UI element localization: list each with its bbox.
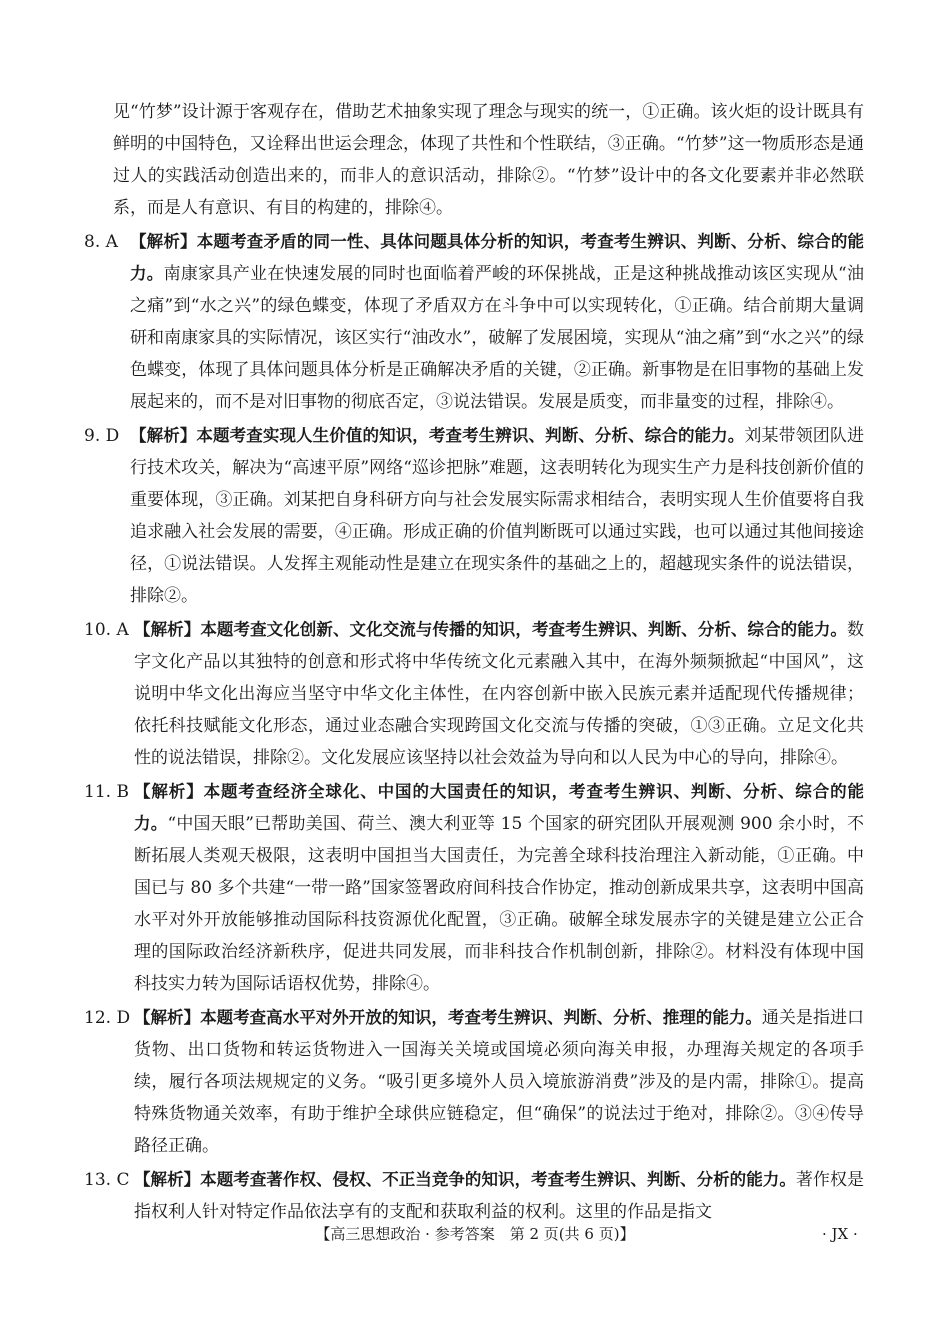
item-text: 数字文化产品以其独特的创意和形式将中华传统文化元素融入其中，在海外频频掀起“中国风”，这说明中华文化出海应当坚守中华文化主体性，在内容创新中嵌入民族元素并适配现代传播规律；依托科技赋能文化形态，通过业态融合实现跨国文化交流与传播的突破，①③正确。立足文化共性的说法错误，排除②。文化发展应该坚持以社会效益为导向和以人民为中心的导向，排除④。 xyxy=(134,620,864,768)
item-lead: 【解析】本题考查实现人生价值的知识，考查考生辨识、判断、分析、综合的能力。 xyxy=(130,426,745,445)
item-text: 著作权是指权利人针对特定作品依法享有的支配和获取利益的权利。这里的作品是指文 xyxy=(134,1170,865,1222)
item-body xyxy=(134,1164,864,1228)
item-lead: 【解析】本题考查高水平对外开放的知识，考查考生辨识、判断、分析、推理的能力。 xyxy=(134,1008,762,1027)
item-number: 10. A xyxy=(84,620,129,640)
answer-item-13 xyxy=(84,1164,864,1228)
footer-mark: · JX · xyxy=(822,1225,858,1243)
item-body xyxy=(134,1002,864,1162)
item-lead: 【解析】本题考查矛盾的同一性、具体问题具体分析的知识，考查考生辨识、判断、分析、综合的能力。 xyxy=(130,232,864,283)
item-text: 通关是指进口货物、出口货物和转运货物进入一国海关关境或国境必须向海关申报，办理海关规定的各项手续，履行各项法规规定的义务。“吸引更多境外人员入境旅游消费”涉及的是内需，排除①。提高特殊货物通关效率，有助于维护全球供应链稳定，但“确保”的说法过于绝对，排除②。③④传导路径正确。 xyxy=(134,1008,865,1156)
answer-item-10 xyxy=(84,614,864,774)
footer-label: 【高三思想政治 · 参考答案 第 2 页(共 6 页)】 xyxy=(315,1225,635,1243)
answer-item-11 xyxy=(84,776,864,1000)
item-lead: 【解析】本题考查著作权、侵权、不正当竞争的知识，考查考生辨识、判断、分析的能力。 xyxy=(134,1170,796,1189)
item-lead: 【解析】本题考查文化创新、文化交流与传播的知识，考查考生辨识、判断、分析、综合的能力。 xyxy=(134,620,847,639)
item-number: 12. D xyxy=(84,1008,131,1028)
item-number: 11. B xyxy=(84,782,129,802)
item-text: 刘某带领团队进行技术攻关，解决为“高速平原”网络“巡诊把脉”难题，这表明转化为现实生产力是科技创新价值的重要体现，③正确。刘某把自身科研方向与社会发展实际需求相结合，表明实现人生价值要将自我追求融入社会发展的需要，④正确。形成正确的价值判断既可以通过实践，也可以通过其他间接途径，①说法错误。人发挥主观能动性是建立在现实条件的基础之上的，超越现实条件的说法错误，排除②。 xyxy=(130,426,865,606)
page-footer xyxy=(0,1222,950,1246)
answer-item-8 xyxy=(84,226,864,418)
item-number: 8. A xyxy=(84,232,118,252)
continuation-paragraph: 见“竹梦”设计源于客观存在，借助艺术抽象实现了理念与现实的统一，①正确。该火炬的设计既具有鲜明的中国特色，又诠释出世运会理念，体现了共性和个性联结，③正确。“竹梦”这一物质形态是通过人的实践活动创造出来的，而非人的意识活动，排除②。“竹梦”设计中的各文化要素并非必然联系，而是人有意识、有目的构建的，排除④。 xyxy=(113,102,864,218)
item-lead: 【解析】本题考查经济全球化、中国的大国责任的知识，考查考生辨识、判断、分析、综合的能力。 xyxy=(134,782,864,833)
item-text: “中国天眼”已帮助美国、荷兰、澳大利亚等 15 个国家的研究团队开展观测 900 余小时，不断拓展人类观天极限，这表明中国担当大国责任，为完善全球科技治理注入新动能，①正确。中国已与 80 多个共建“一带一路”国家签署政府间科技合作协定，推动创新成果共享，这表明中国高水平对外开放能够推动国际科技资源优化配置，③正确。破解全球发展赤字的关键是建立公正合理的国际政治经济新秩序，促进共同发展，而非科技合作机制创新，排除②。材料没有体现中国科技实力转为国际话语权优势，排除④。 xyxy=(134,814,865,994)
item-body xyxy=(134,614,864,774)
item-number: 13. C xyxy=(84,1170,130,1190)
answer-content xyxy=(84,96,864,1228)
answer-item-12 xyxy=(84,1002,864,1162)
item-body xyxy=(130,226,864,418)
item-body xyxy=(130,420,864,612)
item-text: 南康家具产业在快速发展的同时也面临着严峻的环保挑战，正是这种挑战推动该区实现从“油之痛”到“水之兴”的绿色蝶变，体现了矛盾双方在斗争中可以实现转化，①正确。结合前期大量调研和南康家具的实际情况，该区实行“油改水”，破解了发展困境，实现从“油之痛”到“水之兴”的绿色蝶变，体现了具体问题具体分析是正确解决矛盾的关键，②正确。新事物是在旧事物的基础上发展起来的，而不是对旧事物的彻底否定，③说法错误。发展是质变，而非量变的过程，排除④。 xyxy=(130,264,864,412)
item-body xyxy=(134,776,864,1000)
item-number: 9. D xyxy=(84,426,120,446)
answer-item-9 xyxy=(84,420,864,612)
